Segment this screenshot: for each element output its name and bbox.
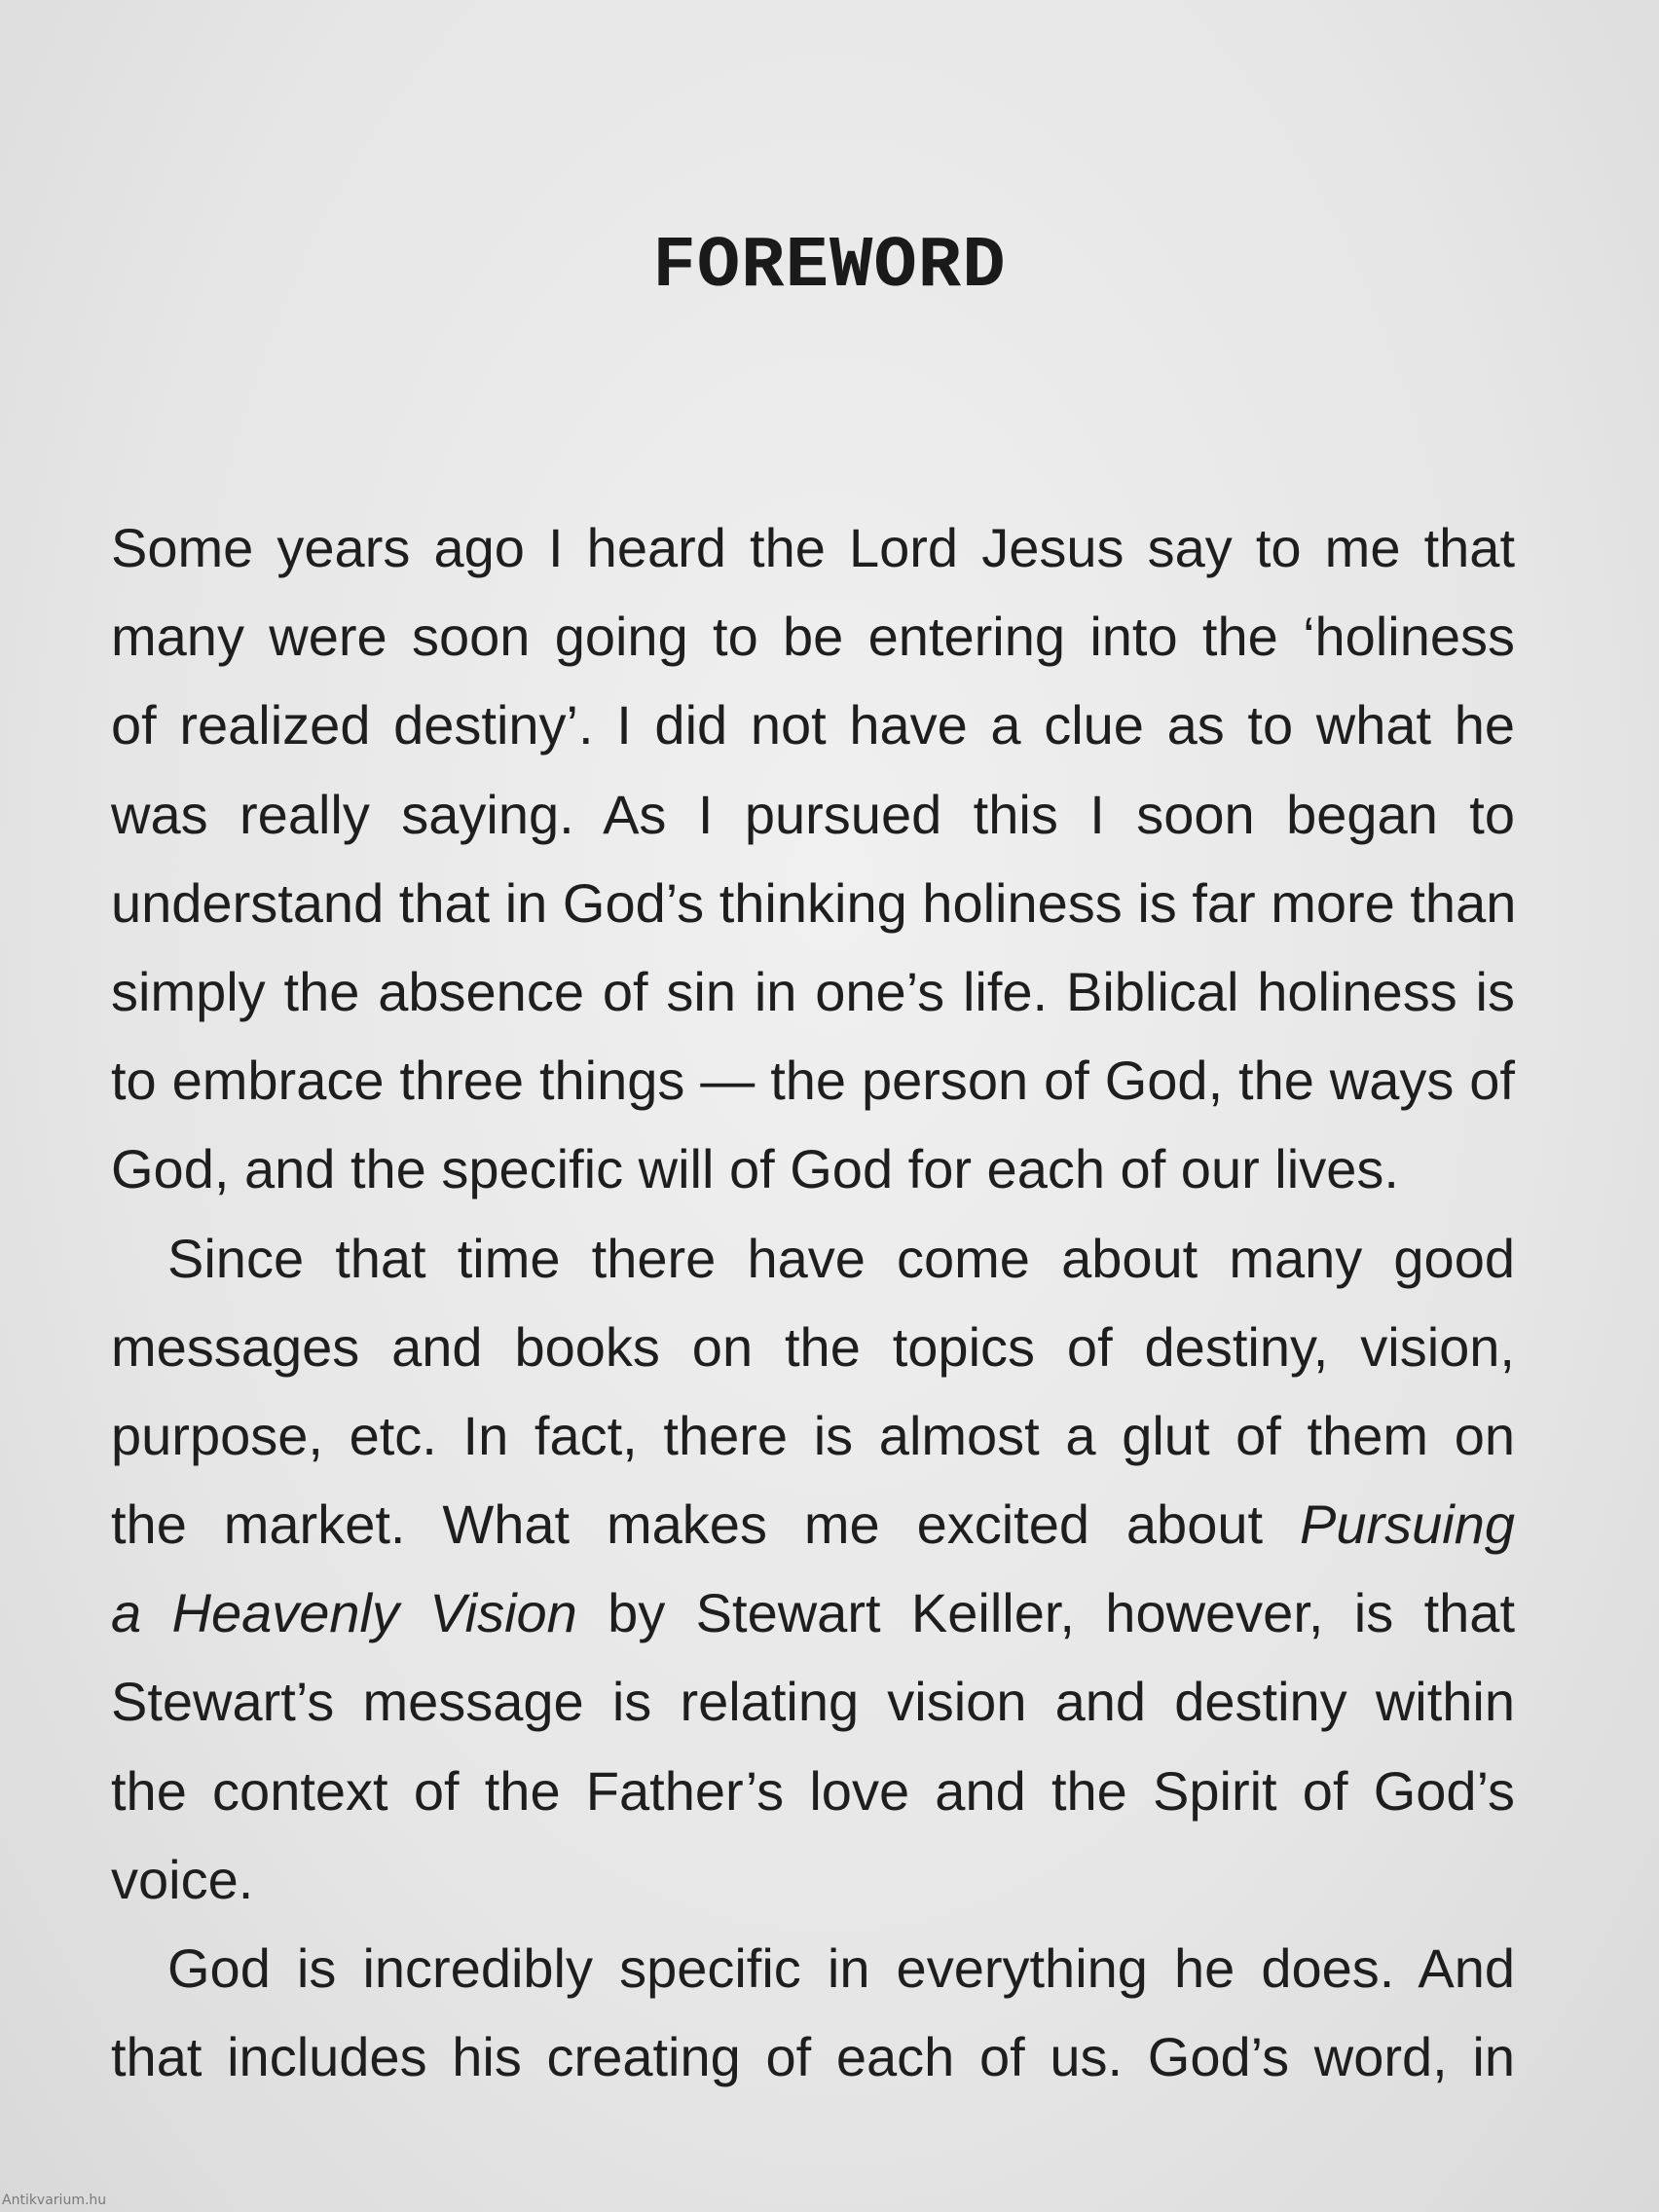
book-title-italic: Pursuing xyxy=(1299,1493,1515,1556)
text-segment: the market. What makes me excited about xyxy=(111,1493,1300,1556)
text-line: of realized destiny’. I did not have a clue as to what he xyxy=(111,694,1515,756)
page-title: FOREWORD xyxy=(652,226,1007,308)
foreword-body xyxy=(111,503,1515,2101)
text-line: Stewart’s message is relating vision and destiny within xyxy=(111,1671,1515,1733)
text-line: purpose, etc. In fact, there is almost a glut of them on xyxy=(111,1404,1515,1466)
text-line: many were soon going to be entering into the ‘holiness xyxy=(111,606,1515,668)
book-title-italic: a Heavenly Vision xyxy=(111,1582,577,1644)
text-line: Some years ago I heard the Lord Jesus say to me that xyxy=(111,517,1515,578)
text-segment: by Stewart Keiller, however, is that xyxy=(576,1582,1515,1644)
text-line: Since that time there have come about many good xyxy=(167,1227,1515,1289)
text-line: understand that in God’s thinking holiness is far more than xyxy=(111,871,1517,934)
text-line: God is incredibly specific in everything he does. And xyxy=(167,1937,1515,1999)
text-line: voice. xyxy=(111,1848,254,1910)
text-line: simply the absence of sin in one’s life. Biblical holiness is xyxy=(111,960,1515,1022)
watermark-label: Antikvarium.hu xyxy=(2,2193,107,2208)
text-line: the context of the Father’s love and the Spirit of God’s xyxy=(111,1759,1515,1822)
text-line: God, and the specific will of God for each of our lives. xyxy=(111,1138,1399,1200)
text-line: that includes his creating of each of us. God’s word, in xyxy=(111,2026,1515,2088)
text-line-with-book-title xyxy=(111,1480,1515,1568)
text-line-with-book-title xyxy=(111,1568,1515,1657)
text-line: was really saying. As I pursued this I soon began to xyxy=(111,783,1515,845)
text-line: messages and books on the topics of destiny, vision, xyxy=(111,1315,1515,1378)
text-line: to embrace three things — the person of God, the ways of xyxy=(111,1050,1515,1112)
